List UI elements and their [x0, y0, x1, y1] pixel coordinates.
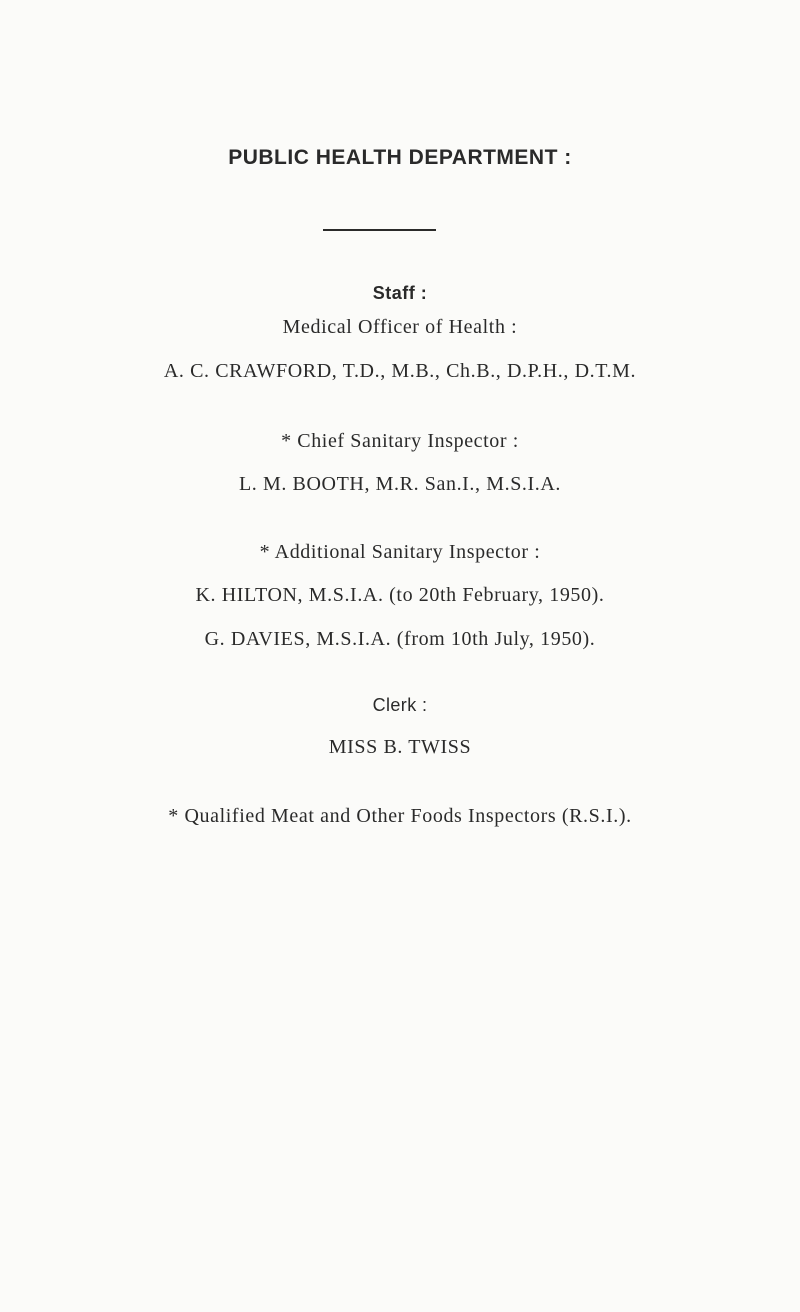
clerk-name: MISS B. TWISS: [328, 736, 472, 758]
additional-inspector-name: K. HILTON, M.S.I.A. (to 20th February, 1950).: [195, 584, 605, 606]
staff-heading: Staff :: [372, 283, 428, 303]
medical-officer-role: Medical Officer of Health :: [282, 316, 518, 338]
additional-inspector-name: G. DAVIES, M.S.I.A. (from 10th July, 1950).: [204, 628, 596, 650]
title-divider: [323, 229, 436, 231]
clerk-role: Clerk :: [372, 695, 428, 715]
department-title: PUBLIC HEALTH DEPARTMENT :: [228, 146, 572, 169]
additional-sanitary-inspector-role: * Additional Sanitary Inspector :: [259, 541, 541, 563]
medical-officer-name: A. C. CRAWFORD, T.D., M.B., Ch.B., D.P.H., D.T.M.: [163, 360, 637, 382]
chief-sanitary-inspector-name: L. M. BOOTH, M.R. San.I., M.S.I.A.: [238, 473, 562, 495]
chief-sanitary-inspector-role: * Chief Sanitary Inspector :: [281, 430, 519, 452]
footnote: * Qualified Meat and Other Foods Inspectors (R.S.I.).: [168, 805, 632, 827]
